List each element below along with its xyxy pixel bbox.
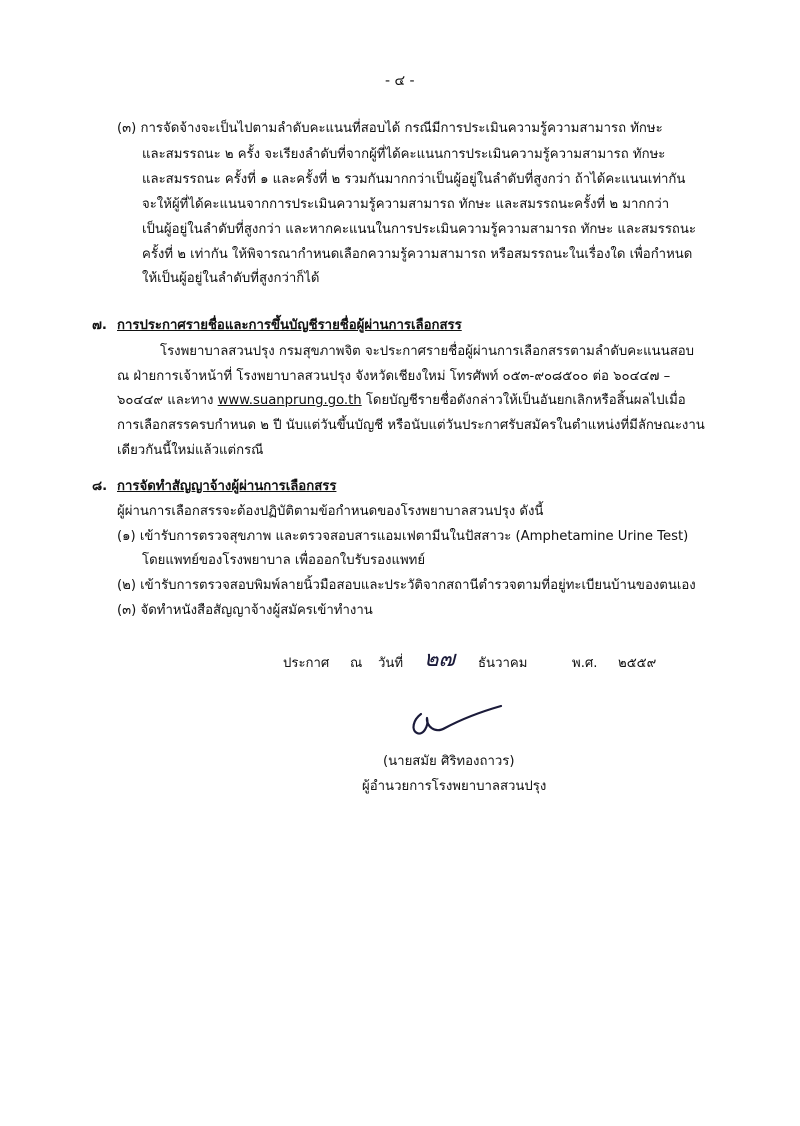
paragraph-line: เดียวกันนี้ใหม่แล้วแต่กรณี [117, 443, 264, 458]
paragraph-line: และสมรรถนะ ๒ ครั้ง จะเรียงลำดับที่จากผู้ที่ได้คะแนนการประเมินความรู้ความสามารถ ทักษะ [142, 147, 666, 162]
handwritten-day: ๒๗ [424, 647, 456, 672]
paragraph-line: ครั้งที่ ๒ เท่ากัน ให้พิจารณากำหนดเลือกความรู้ความสามารถ หรือสมรรถนะในเรื่องใด เพื่อกำหนด [142, 247, 693, 262]
paragraph-line: ณ ฝ่ายการเจ้าหน้าที่ โรงพยาบาลสวนปรุง จังหวัดเชียงใหม่ โทรศัพท์ ๐๕๓-๙๐๘๕๐๐ ต่อ ๖๐๔๔๗ – [117, 369, 671, 384]
section-heading: การประกาศรายชื่อและการขึ้นบัญชีรายชื่อผู้ผ่านการเลือกสรร [117, 318, 462, 333]
paragraph-line: (๓) การจัดจ้างจะเป็นไปตามลำดับคะแนนที่สอบได้ กรณีมีการประเมินความรู้ความสามารถ ทักษะ [117, 121, 663, 136]
paragraph-line [117, 390, 686, 412]
signature-image [405, 700, 505, 742]
announce-at: ณ [350, 656, 363, 671]
paragraph-line: ให้เป็นผู้อยู่ในลำดับที่สูงกว่าก็ได้ [142, 271, 320, 286]
paragraph-text: ๖๐๔๔๙ และทาง [117, 393, 218, 408]
paragraph-line: โรงพยาบาลสวนปรุง กรมสุขภาพจิต จะประกาศรายชื่อผู้ผ่านการเลือกสรรตามลำดับคะแนนสอบ [160, 344, 695, 359]
paragraph-line: จะให้ผู้ที่ได้คะแนนจากการประเมินความรู้ความสามารถ ทักษะ และสมรรถนะครั้งที่ ๒ มากกว่า [142, 197, 670, 212]
section-number: ๗. [92, 318, 107, 333]
era-label: พ.ศ. [572, 656, 598, 671]
signer-name: (นายสมัย ศิริทองถาวร) [383, 754, 515, 769]
section-number: ๘. [92, 479, 108, 494]
paragraph-line: เป็นผู้อยู่ในลำดับที่สูงกว่า และหากคะแนนในการประเมินความรู้ความสามารถ ทักษะ และสมรรถนะ [142, 222, 697, 237]
website-link[interactable]: www.suanprung.go.th [217, 393, 362, 408]
date-label: วันที่ [378, 656, 404, 671]
year: ๒๕๕๙ [618, 656, 657, 671]
list-item: (๒) เข้ารับการตรวจสอบพิมพ์ลายนิ้วมือสอบและประวัติจากสถานีตำรวจตามที่อยู่ทะเบียนบ้านของตนเอง [117, 578, 696, 593]
paragraph-text: โดยบัญชีรายชื่อดังกล่าวให้เป็นอันยกเลิกหรือสิ้นผลไปเมื่อ [361, 393, 686, 408]
announce-label: ประกาศ [283, 656, 330, 671]
month: ธันวาคม [478, 656, 528, 671]
page-number: - ๔ - [385, 73, 415, 89]
list-item-continuation: โดยแพทย์ของโรงพยาบาล เพื่อออกใบรับรองแพทย์ [142, 553, 426, 568]
list-item: (๓) จัดทำหนังสือสัญญาจ้างผู้สมัครเข้าทำงาน [117, 603, 373, 618]
paragraph-line: ผู้ผ่านการเลือกสรรจะต้องปฏิบัติตามข้อกำหนดของโรงพยาบาลสวนปรุง ดังนี้ [117, 504, 544, 519]
section-heading: การจัดทำสัญญาจ้างผู้ผ่านการเลือกสรร [117, 479, 337, 494]
paragraph-line: การเลือกสรรครบกำหนด ๒ ปี นับแต่วันขึ้นบัญชี หรือนับแต่วันประกาศรับสมัครในตำแหน่งที่มีลักษณะงาน [117, 418, 705, 433]
list-item: (๑) เข้ารับการตรวจสุขภาพ และตรวจสอบสารแอมเฟตามีนในปัสสาวะ (Amphetamine Urine Test) [117, 529, 689, 544]
paragraph-line: และสมรรถนะ ครั้งที่ ๑ และครั้งที่ ๒ รวมกันมากกว่าเป็นผู้อยู่ในลำดับที่สูงกว่า ถ้าได้คะแนนเท่ากัน [142, 172, 686, 187]
signer-title: ผู้อำนวยการโรงพยาบาลสวนปรุง [362, 779, 547, 794]
